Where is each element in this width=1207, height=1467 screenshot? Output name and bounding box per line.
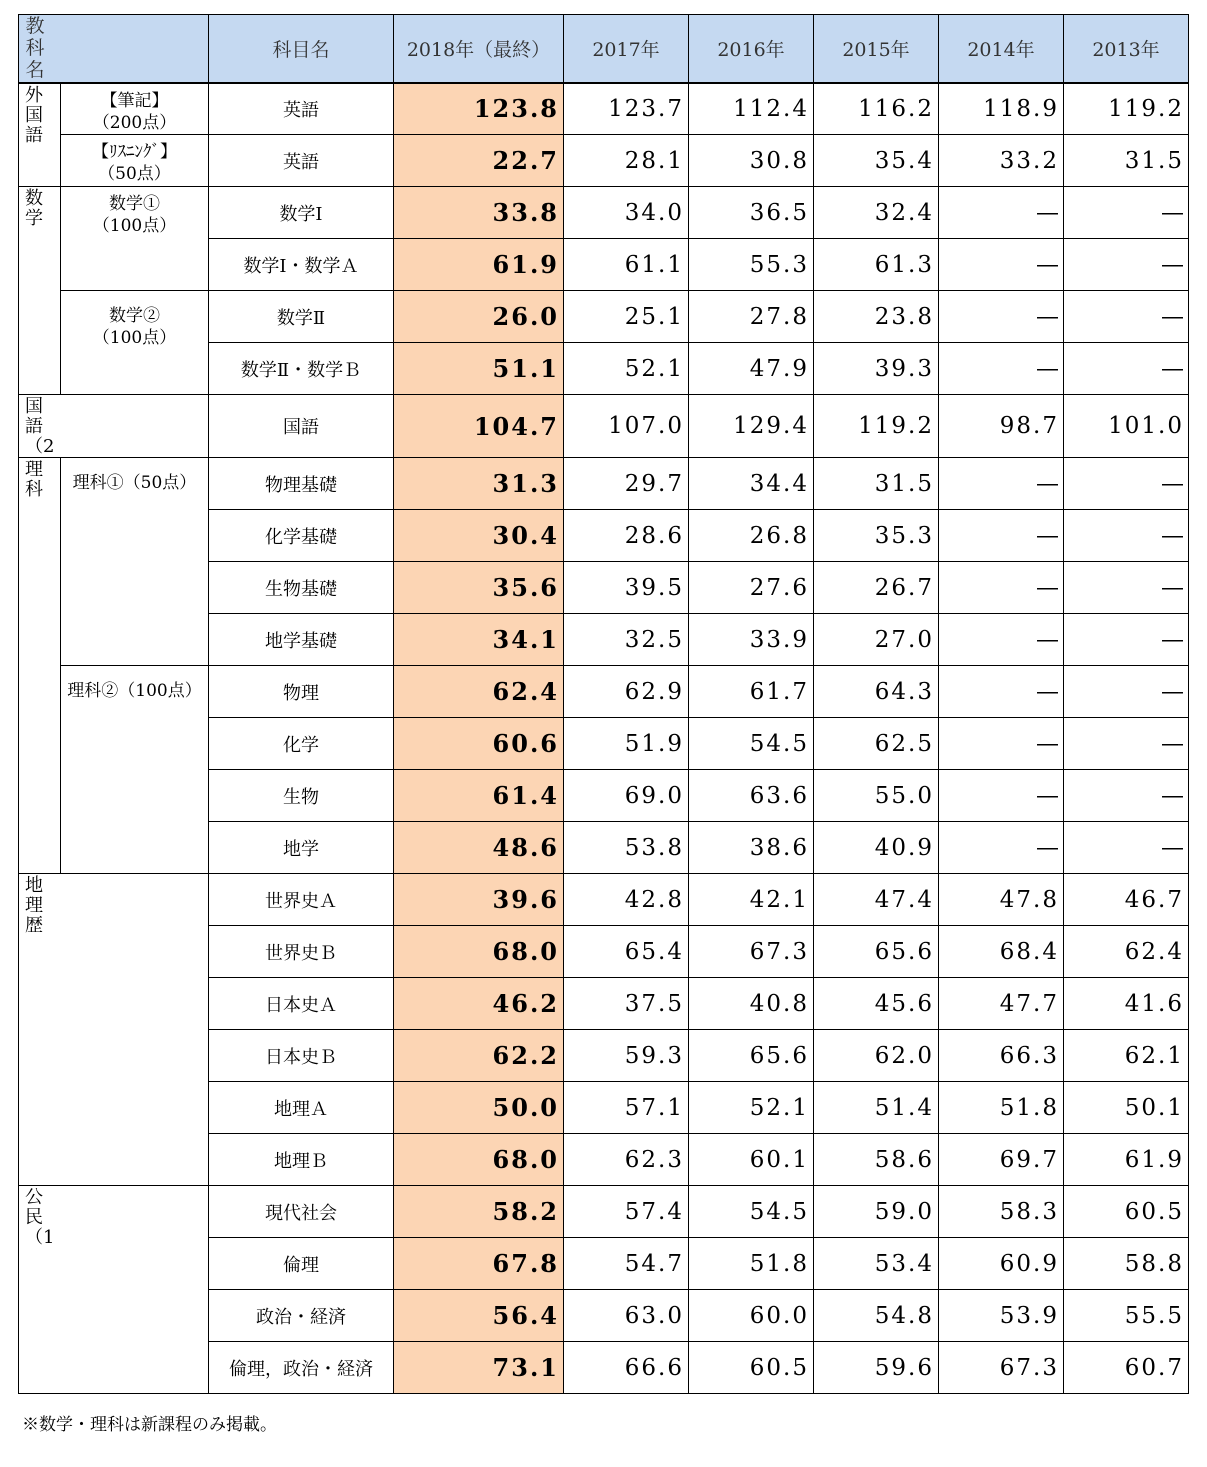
subject-name: 地理Ｂ [209,1134,394,1186]
score-cell: 33.2 [939,135,1064,187]
score-cell: 50.0 [394,1082,564,1134]
score-cell: 116.2 [814,83,939,135]
score-cell: 51.8 [939,1082,1064,1134]
group-suugaku-label: 数学 [25,188,43,229]
score-cell: 36.5 [689,187,814,239]
score-cell: 62.1 [1064,1030,1189,1082]
score-cell: 38.6 [689,822,814,874]
group-gaikokugo-label: 外国語 [25,84,43,146]
score-cell: 63.6 [689,770,814,822]
score-cell: 101.0 [1064,395,1189,458]
table-row [19,395,1189,458]
score-cell: 61.7 [689,666,814,718]
score-cell: 26.8 [689,510,814,562]
subject-name: 世界史Ｂ [209,926,394,978]
table-row [19,83,1189,135]
group-rika-label: 理科 [25,459,43,500]
score-cell: 59.0 [814,1186,939,1238]
score-cell: 58.8 [1064,1238,1189,1290]
score-cell: 62.4 [1064,926,1189,978]
score-cell: 61.4 [394,770,564,822]
group-chireki [19,874,209,1186]
score-cell: — [1064,822,1189,874]
score-cell: 129.4 [689,395,814,458]
score-cell: 66.3 [939,1030,1064,1082]
score-cell: — [939,510,1064,562]
score-cell: 58.3 [939,1186,1064,1238]
score-cell: 69.7 [939,1134,1064,1186]
score-cell: — [1064,458,1189,510]
table-row [19,874,1189,926]
subgroup-suugaku-1: 数学① （100点） [61,187,209,291]
score-cell: 60.0 [689,1290,814,1342]
score-cell: 62.5 [814,718,939,770]
score-cell: 41.6 [1064,978,1189,1030]
score-cell: 35.6 [394,562,564,614]
subject-name: 数学Ⅱ・数学Ｂ [209,343,394,395]
group-suugaku [19,187,61,395]
subject-name: 化学基礎 [209,510,394,562]
score-cell: 34.4 [689,458,814,510]
score-cell: 42.8 [564,874,689,926]
score-cell: — [939,614,1064,666]
subject-name: 世界史Ａ [209,874,394,926]
score-cell: 28.1 [564,135,689,187]
table-row [19,458,1189,510]
score-cell: 47.7 [939,978,1064,1030]
score-cell: — [939,239,1064,291]
score-cell: — [939,666,1064,718]
score-cell: 65.6 [689,1030,814,1082]
group-kokugo-label: 国語（2 [25,396,55,457]
score-cell: 119.2 [814,395,939,458]
score-cell: 48.6 [394,822,564,874]
score-cell: 107.0 [564,395,689,458]
score-cell: 42.1 [689,874,814,926]
header-year-2015: 2015年 [814,15,939,83]
score-cell: — [939,458,1064,510]
score-cell: 123.7 [564,83,689,135]
score-cell: 62.2 [394,1030,564,1082]
group-kokugo [19,395,209,458]
score-cell: 39.6 [394,874,564,926]
subject-name: 数学Ⅰ・数学Ａ [209,239,394,291]
subgroup-rika-1: 理科①（50点） [61,458,209,666]
score-cell: 32.4 [814,187,939,239]
subject-name: 化学 [209,718,394,770]
score-cell: 54.8 [814,1290,939,1342]
score-cell: 58.6 [814,1134,939,1186]
score-cell: 35.3 [814,510,939,562]
score-cell: 118.9 [939,83,1064,135]
score-cell: 33.8 [394,187,564,239]
subject-name: 政治・経済 [209,1290,394,1342]
header-year-2014: 2014年 [939,15,1064,83]
score-table-wrapper [18,14,1189,1394]
score-cell: 104.7 [394,395,564,458]
score-cell: 67.3 [689,926,814,978]
score-cell: — [1064,239,1189,291]
score-cell: 47.9 [689,343,814,395]
score-cell: 34.0 [564,187,689,239]
score-cell: 60.1 [689,1134,814,1186]
score-cell: 68.4 [939,926,1064,978]
score-cell: 27.8 [689,291,814,343]
score-cell: — [939,291,1064,343]
subject-name: 数学Ⅱ [209,291,394,343]
score-cell: 68.0 [394,926,564,978]
score-cell: 53.4 [814,1238,939,1290]
subject-name: 現代社会 [209,1186,394,1238]
score-cell: — [1064,718,1189,770]
score-cell: 56.4 [394,1290,564,1342]
score-cell: 62.4 [394,666,564,718]
score-cell: 59.6 [814,1342,939,1394]
score-cell: 34.1 [394,614,564,666]
subject-name: 物理 [209,666,394,718]
score-cell: 63.0 [564,1290,689,1342]
score-cell: 31.3 [394,458,564,510]
score-cell: 52.1 [689,1082,814,1134]
score-cell: 40.9 [814,822,939,874]
score-cell: 50.1 [1064,1082,1189,1134]
score-cell: 67.8 [394,1238,564,1290]
score-cell: — [1064,562,1189,614]
table-row [19,291,1189,343]
score-cell: 35.4 [814,135,939,187]
score-cell: 59.3 [564,1030,689,1082]
score-cell: 54.5 [689,718,814,770]
subgroup-hikki: 【筆記】 （200点） [61,83,209,135]
header-row [19,15,1189,83]
score-cell: 51.4 [814,1082,939,1134]
score-cell: — [939,562,1064,614]
score-cell: 52.1 [564,343,689,395]
group-koumin [19,1186,209,1394]
group-rika [19,458,61,874]
score-cell: — [1064,770,1189,822]
score-cell: 39.5 [564,562,689,614]
table-row [19,1186,1189,1238]
score-cell: — [939,822,1064,874]
subgroup-suugaku-2: 数学② （100点） [61,291,209,395]
score-cell: 47.8 [939,874,1064,926]
header-year-2013: 2013年 [1064,15,1189,83]
score-cell: 61.9 [1064,1134,1189,1186]
subgroup-rika-2: 理科②（100点） [61,666,209,874]
score-cell: 60.9 [939,1238,1064,1290]
score-cell: 57.4 [564,1186,689,1238]
score-cell: 61.1 [564,239,689,291]
score-cell: — [939,770,1064,822]
score-cell: 31.5 [1064,135,1189,187]
score-cell: — [1064,291,1189,343]
score-cell: 22.7 [394,135,564,187]
score-cell: 60.6 [394,718,564,770]
subject-name: 倫理 [209,1238,394,1290]
score-cell: 32.5 [564,614,689,666]
score-cell: 68.0 [394,1134,564,1186]
score-cell: 25.1 [564,291,689,343]
subject-name: 地学 [209,822,394,874]
subject-name: 日本史Ａ [209,978,394,1030]
score-cell: 30.4 [394,510,564,562]
header-year-2018: 2018年（最終） [394,15,564,83]
score-cell: 55.5 [1064,1290,1189,1342]
header-kyouka: 教科名 [19,15,209,83]
subject-name: 地理Ａ [209,1082,394,1134]
subject-name: 生物 [209,770,394,822]
score-cell: 60.5 [1064,1186,1189,1238]
score-cell: 29.7 [564,458,689,510]
score-cell: — [939,187,1064,239]
score-cell: 62.9 [564,666,689,718]
subject-name: 生物基礎 [209,562,394,614]
subject-name: 物理基礎 [209,458,394,510]
score-cell: 69.0 [564,770,689,822]
group-koumin-label: 公民（1 [25,1187,55,1248]
score-cell: 46.2 [394,978,564,1030]
score-cell: 55.3 [689,239,814,291]
score-cell: — [1064,510,1189,562]
subject-name: 倫理，政治・経済 [209,1342,394,1394]
subgroup-listening: 【ﾘｽﾆﾝｸﾞ】 （50点） [61,135,209,187]
score-cell: 61.9 [394,239,564,291]
subject-name: 国語 [209,395,394,458]
table-row [19,187,1189,239]
group-chireki-label: 地理歴 [25,875,43,936]
score-cell: 47.4 [814,874,939,926]
footnote: ※数学・理科は新課程のみ掲載。 [22,1415,277,1435]
score-cell: 28.6 [564,510,689,562]
score-cell: 62.0 [814,1030,939,1082]
score-cell: 46.7 [1064,874,1189,926]
score-cell: 54.5 [689,1186,814,1238]
score-cell: — [1064,187,1189,239]
score-cell: 26.0 [394,291,564,343]
score-cell: 98.7 [939,395,1064,458]
score-cell: 65.6 [814,926,939,978]
score-cell: 23.8 [814,291,939,343]
score-cell: 27.6 [689,562,814,614]
group-gaikokugo [19,83,61,187]
score-cell: — [1064,614,1189,666]
score-cell: 30.8 [689,135,814,187]
score-cell: 58.2 [394,1186,564,1238]
subject-name: 数学Ⅰ [209,187,394,239]
score-cell: 40.8 [689,978,814,1030]
average-score-table [18,14,1189,1394]
score-cell: 65.4 [564,926,689,978]
score-cell: 27.0 [814,614,939,666]
score-cell: 62.3 [564,1134,689,1186]
score-cell: 57.1 [564,1082,689,1134]
header-year-2017: 2017年 [564,15,689,83]
score-cell: 64.3 [814,666,939,718]
score-cell: 119.2 [1064,83,1189,135]
table-row [19,666,1189,718]
score-cell: 61.3 [814,239,939,291]
score-cell: 33.9 [689,614,814,666]
score-cell: 37.5 [564,978,689,1030]
score-cell: 123.8 [394,83,564,135]
score-cell: 39.3 [814,343,939,395]
score-cell: 51.1 [394,343,564,395]
score-cell: 45.6 [814,978,939,1030]
score-cell: 60.5 [689,1342,814,1394]
score-cell: 55.0 [814,770,939,822]
score-cell: 26.7 [814,562,939,614]
score-cell: 51.8 [689,1238,814,1290]
score-cell: — [939,343,1064,395]
subject-name: 英語 [209,83,394,135]
header-year-2016: 2016年 [689,15,814,83]
score-cell: 53.9 [939,1290,1064,1342]
header-kamoku: 科目名 [209,15,394,83]
score-cell: — [939,718,1064,770]
subject-name: 地学基礎 [209,614,394,666]
subject-name: 日本史Ｂ [209,1030,394,1082]
score-cell: — [1064,343,1189,395]
subject-name: 英語 [209,135,394,187]
score-cell: 67.3 [939,1342,1064,1394]
score-cell: 31.5 [814,458,939,510]
score-cell: 66.6 [564,1342,689,1394]
score-cell: 73.1 [394,1342,564,1394]
table-row [19,135,1189,187]
score-cell: 53.8 [564,822,689,874]
score-cell: 60.7 [1064,1342,1189,1394]
score-cell: 54.7 [564,1238,689,1290]
score-cell: 51.9 [564,718,689,770]
score-cell: — [1064,666,1189,718]
score-cell: 112.4 [689,83,814,135]
